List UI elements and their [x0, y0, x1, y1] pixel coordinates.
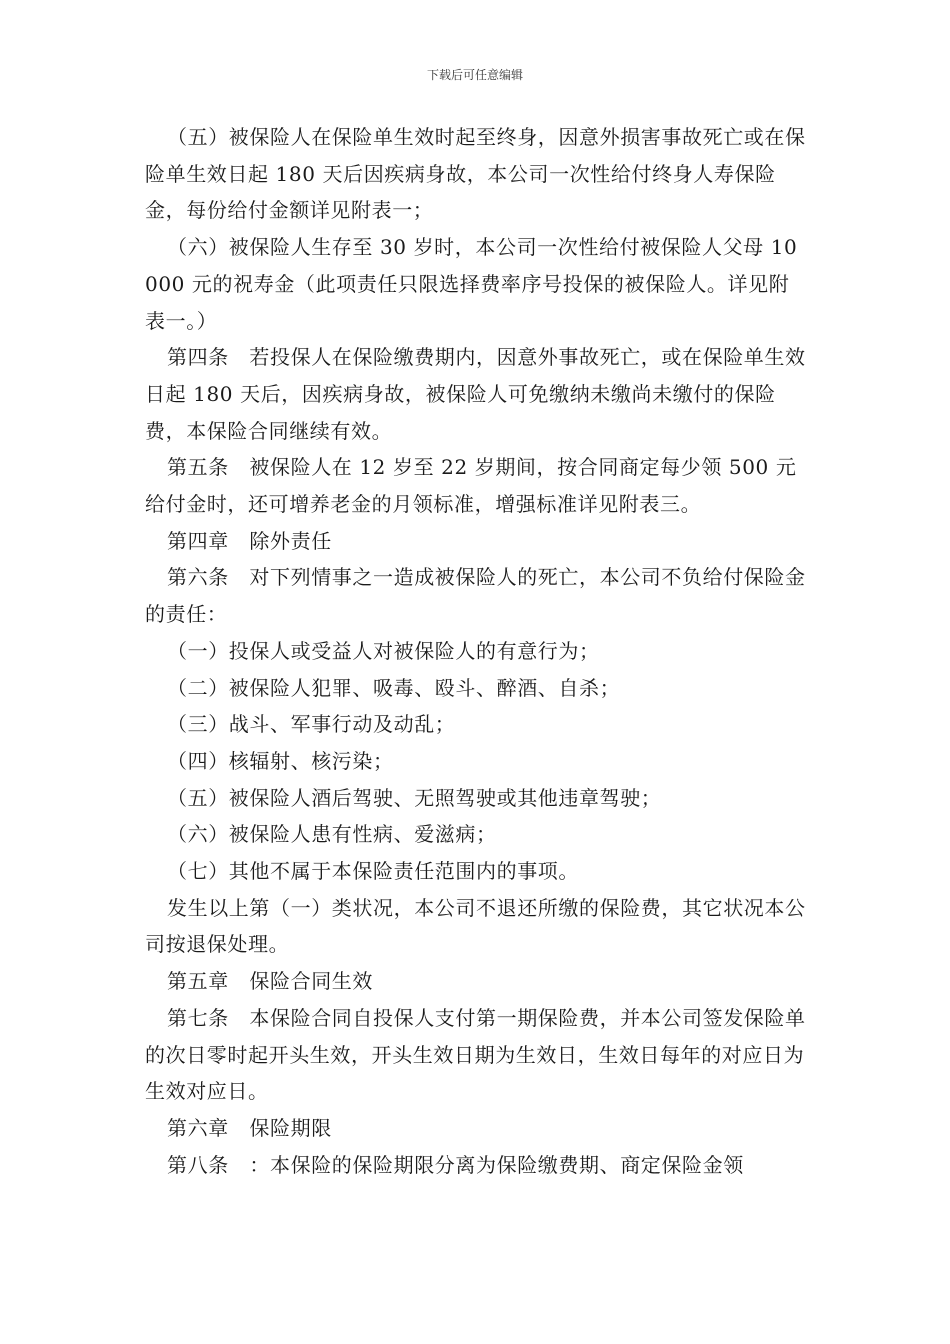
list-item: （七）其他不属于本保险责任范围内的事项。: [167, 859, 579, 884]
chapter-heading: 第四章 除外责任: [167, 528, 332, 553]
list-item: （四）核辐射、核污染；: [167, 748, 394, 773]
paragraph: 发生以上第（一）类状况，本公司不退还所缴的保险费，其它状况本公司按退保处理。: [145, 895, 806, 957]
paragraph: 第八条 ：本保险的保险期限分离为保险缴费期、商定保险金领: [167, 1152, 744, 1177]
document-body: [145, 119, 807, 1183]
paragraph: 第六条 对下列情事之一造成被保险人的死亡，本公司不负给付保险金的责任：: [145, 565, 806, 627]
paragraph: （六）被保险人生存至 30 岁时，本公司一次性给付被保险人父母 10000 元的祝寿金（此项责任只限选择费率序号投保的被保险人。详见附表一。）: [145, 235, 798, 333]
paragraph: 第五条 被保险人在 12 岁至 22 岁期间，按合同商定每少领 500 元给付金时，还可增养老金的月领标准，增强标准详见附表三。: [145, 455, 797, 517]
list-item: （三）战斗、军事行动及动乱；: [167, 712, 456, 737]
chapter-heading: 第五章 保险合同生效: [167, 969, 373, 994]
paragraph: （五）被保险人在保险单生效时起至终身，因意外损害事故死亡或在保险单生效日起 180 天后因疾病身故，本公司一次性给付终身人寿保险金，每份给付金额详见附表一；: [145, 125, 806, 223]
list-item: （二）被保险人犯罪、吸毒、殴斗、醉酒、自杀；: [167, 675, 621, 700]
paragraph: 第四条 若投保人在保险缴费期内，因意外事故死亡，或在保险单生效日起 180 天后，因疾病身故，被保险人可免缴纳未缴尚未缴付的保险费，本保险合同继续有效。: [145, 345, 806, 443]
list-item: （一）投保人或受益人对被保险人的有意行为；: [167, 638, 600, 663]
page-header: 下载后可任意编辑: [426, 68, 523, 82]
list-item: （六）被保险人患有性病、爱滋病；: [167, 822, 497, 847]
chapter-heading: 第六章 保险期限: [167, 1115, 332, 1140]
list-item: （五）被保险人酒后驾驶、无照驾驶或其他违章驾驶；: [167, 785, 662, 810]
paragraph: 第七条 本保险合同自投保人支付第一期保险费，并本公司签发保险单的次日零时起开头生效，开头生效日期为生效日，生效日每年的对应日为生效对应日。: [145, 1005, 806, 1104]
